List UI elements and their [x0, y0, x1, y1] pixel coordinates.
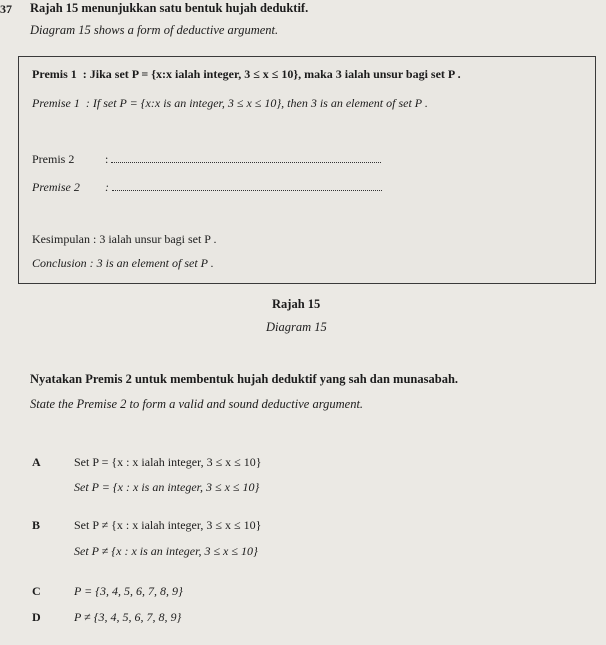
conclusion-row: [32, 256, 214, 271]
question-number: 37: [0, 2, 12, 16]
premise-2-row: [32, 179, 382, 195]
premis-2-label: Premis 2: [32, 152, 75, 166]
premis-1-text: : Jika set P = {x:x ialah integer, 3 ≤ x ≤ 10}, maka 3 ialah unsur bagi set P .: [82, 67, 461, 81]
question-title-ms: Rajah 15 menunjukkan satu bentuk hujah deduktif.: [30, 1, 309, 15]
diagram-caption-ms: Rajah 15: [272, 297, 321, 311]
instruction-ms: Nyatakan Premis 2 untuk membentuk hujah deduktif yang sah dan munasabah.: [30, 372, 459, 386]
premis-2-row: [32, 151, 381, 167]
premis-1-label: Premis 1: [32, 67, 77, 81]
premise-1-row: [32, 96, 428, 111]
option-a-letter[interactable]: A: [32, 455, 41, 469]
conclusion-label: Conclusion: [32, 256, 87, 270]
option-c-letter[interactable]: C: [32, 584, 41, 598]
kesimpulan-row: [32, 232, 217, 247]
option-b-letter[interactable]: B: [32, 518, 41, 532]
option-b-text-ms[interactable]: Set P ≠ {x : x ialah integer, 3 ≤ x ≤ 10}: [74, 518, 262, 532]
kesimpulan-text: : 3 ialah unsur bagi set P .: [93, 232, 217, 246]
diagram-caption-en: Diagram 15: [266, 320, 327, 334]
premis-1-row: [32, 67, 461, 82]
option-a-text-ms[interactable]: Set P = {x : x ialah integer, 3 ≤ x ≤ 10}: [74, 455, 262, 469]
premise-1-label: Premise 1: [32, 96, 80, 110]
premis-2-blank: [111, 151, 381, 163]
question-title-en: Diagram 15 shows a form of deductive argument.: [30, 23, 279, 37]
option-d-letter[interactable]: D: [32, 610, 41, 624]
argument-box: [18, 56, 596, 284]
premise-2-blank: [112, 179, 382, 191]
premis-2-colon: :: [105, 152, 109, 166]
premise-2-colon: :: [105, 180, 109, 194]
kesimpulan-label: Kesimpulan: [32, 232, 90, 246]
option-a-text-en[interactable]: Set P = {x : x is an integer, 3 ≤ x ≤ 10}: [74, 480, 260, 494]
conclusion-text: : 3 is an element of set P .: [89, 256, 214, 270]
premise-2-label: Premise 2: [32, 180, 80, 194]
option-d-text[interactable]: P ≠ {3, 4, 5, 6, 7, 8, 9}: [74, 610, 182, 624]
option-b-text-en[interactable]: Set P ≠ {x : x is an integer, 3 ≤ x ≤ 10}: [74, 544, 258, 558]
option-c-text[interactable]: P = {3, 4, 5, 6, 7, 8, 9}: [74, 584, 183, 598]
instruction-en: State the Premise 2 to form a valid and sound deductive argument.: [30, 397, 364, 411]
premise-1-text: : If set P = {x:x is an integer, 3 ≤ x ≤ 10}, then 3 is an element of set P .: [85, 96, 428, 110]
